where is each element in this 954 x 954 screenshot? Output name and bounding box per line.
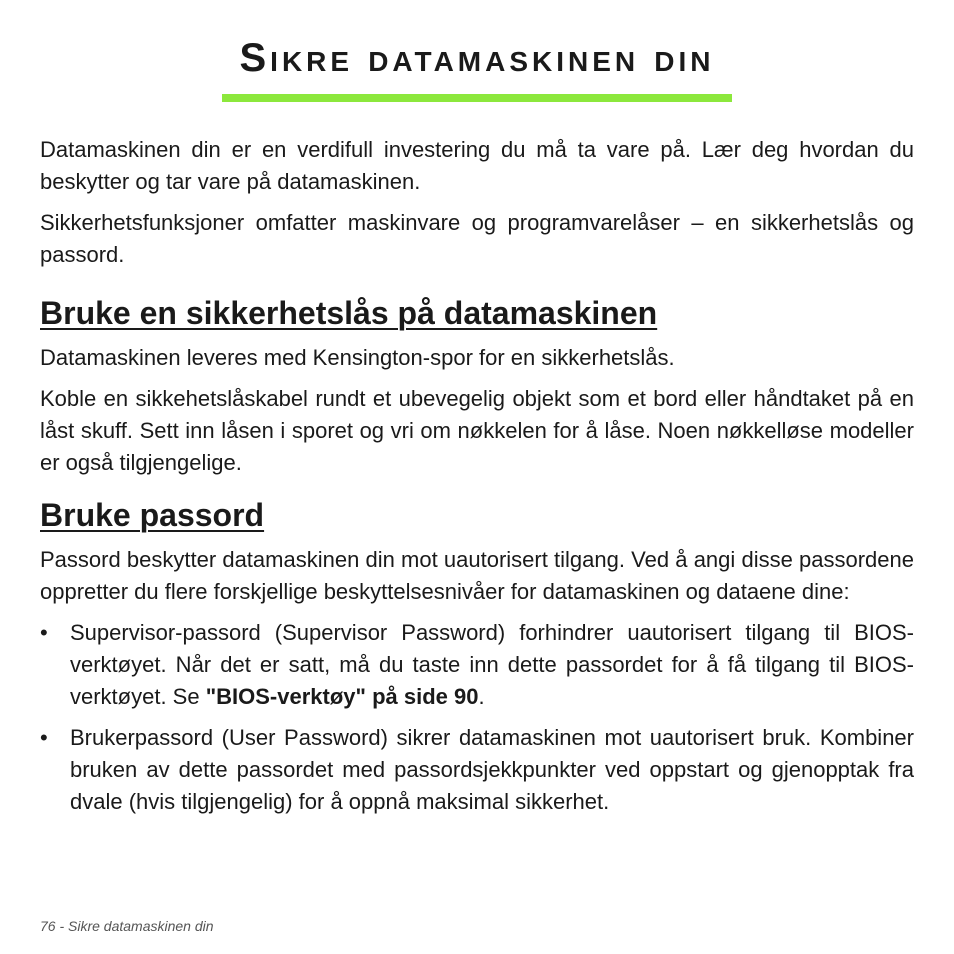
bullet-icon: •: [40, 725, 48, 750]
title-underline-bar: [222, 94, 732, 102]
section1-paragraph-2: Koble en sikkehetslåskabel rundt et ubevegelig objekt som et bord eller håndtaket på en låst skuff. Sett inn låsen i sporet og vri om nøkkelen for å låse. Noen nøkkelløse modeller er også tilgjengelige.: [40, 386, 914, 475]
bios-cross-reference-link[interactable]: "BIOS-verktøy" på side 90: [205, 684, 479, 709]
page-content: [40, 134, 914, 827]
list-item-text: Supervisor-passord (Supervisor Password) forhindrer uautorisert tilgang til BIOS-verktøyet. Når det er satt, må du taste inn dette passordet for å få tilgang til BIOS-verktøyet. Se: [70, 620, 914, 709]
intro-paragraph-1: Datamaskinen din er en verdifull investering du må ta vare på. Lær deg hvordan du beskytter og tar vare på datamaskinen.: [40, 137, 914, 194]
section2-paragraph-1: Passord beskytter datamaskinen din mot uautorisert tilgang. Ved å angi disse passordene oppretter du flere forskjellige beskyttelsesnivåer for datamaskinen og dataene dine:: [40, 547, 914, 604]
page-footer: 76 - Sikre datamaskinen din: [40, 918, 214, 934]
intro-paragraph-2: Sikkerhetsfunksjoner omfatter maskinvare og programvarelåser – en sikkerhetslås og passord.: [40, 210, 914, 267]
list-item-user-password: [40, 722, 914, 818]
list-item-text: Brukerpassord (User Password) sikrer datamaskinen mot uautorisert bruk. Kombiner bruken av dette passordet med passordsjekkpunkter ved oppstart og gjenopptak fra dvale (hvis tilgjengelig) for å oppnå maksimal sikkerhet.: [70, 725, 914, 814]
password-list: [40, 617, 914, 818]
bullet-icon: •: [40, 620, 48, 645]
section-heading-passwords: Bruke passord: [40, 497, 265, 533]
list-item-supervisor-password: [40, 617, 914, 713]
list-item-text-end: .: [478, 684, 485, 709]
section1-paragraph-1: Datamaskinen leveres med Kensington-spor for en sikkerhetslås.: [40, 345, 675, 370]
chapter-title: Sikre datamaskinen din: [239, 36, 715, 80]
section-heading-security-lock: Bruke en sikkerhetslås på datamaskinen: [40, 295, 658, 331]
